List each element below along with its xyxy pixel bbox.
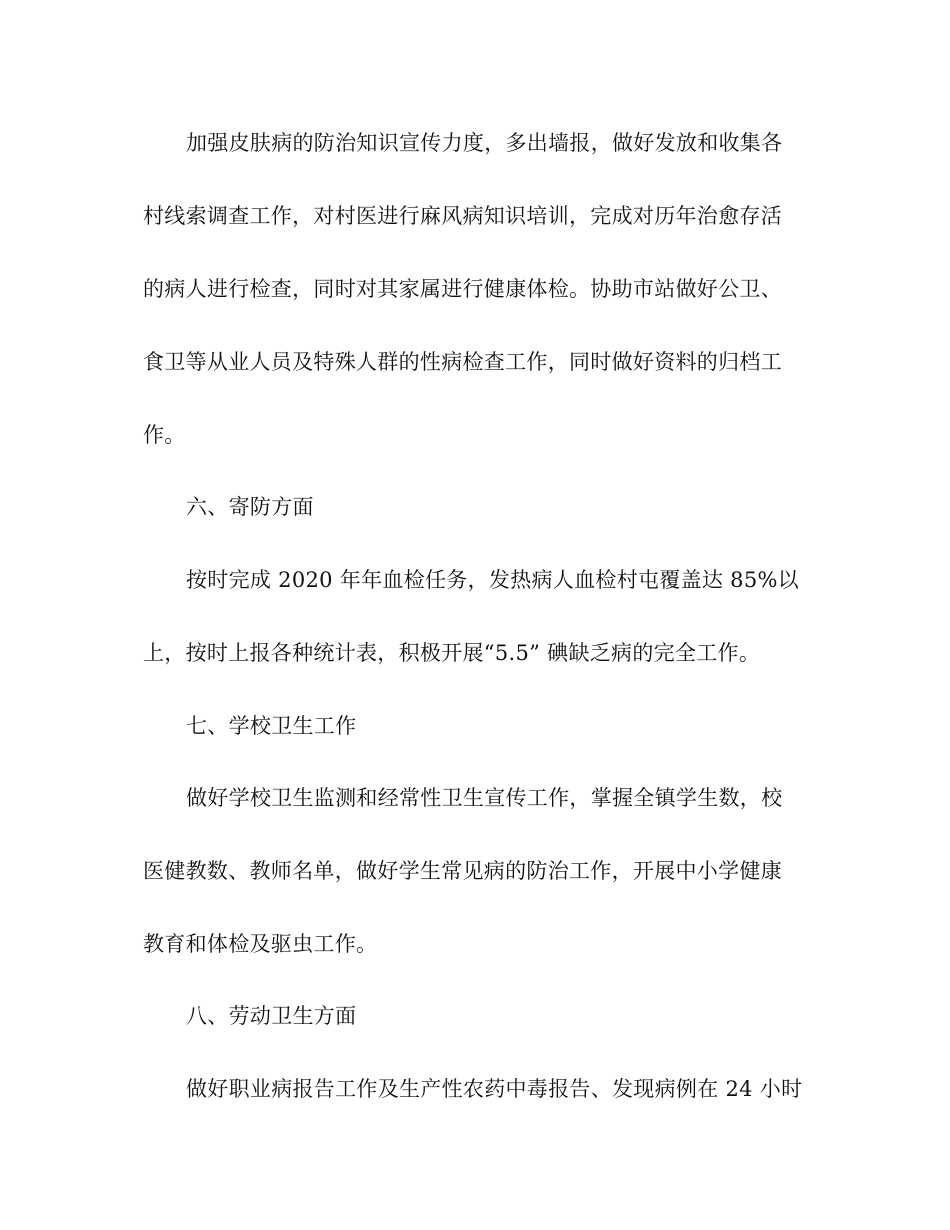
paragraph-line: 作。 xyxy=(143,423,186,447)
paragraph-line: 村线索调查工作，对村医进行麻风病知识培训，完成对历年治愈存活 xyxy=(143,204,782,228)
paragraph-line: 食卫等从业人员及特殊人群的性病检查工作，同时做好资料的归档工 xyxy=(143,350,782,374)
paragraph-line: 做好职业病报告工作及生产性农药中毒报告、发现病例在 24 小时 xyxy=(186,1077,803,1101)
paragraph-line: 上，按时上报各种统计表，积极开展“5.5” 碘缺乏病的完全工作。 xyxy=(143,641,761,665)
paragraph-line: 教育和体检及驱虫工作。 xyxy=(143,932,378,956)
section-heading: 六、寄防方面 xyxy=(186,495,314,519)
paragraph-line: 按时完成 2020 年年血检任务，发热病人血检村屯覆盖达 85%以 xyxy=(186,568,800,592)
section-heading: 八、劳动卫生方面 xyxy=(186,1004,357,1028)
section-heading: 七、学校卫生工作 xyxy=(186,714,357,738)
paragraph-line: 医健教数、教师名单，做好学生常见病的防治工作，开展中小学健康 xyxy=(143,859,782,883)
paragraph-line: 的病人进行检查，同时对其家属进行健康体检。协助市站做好公卫、 xyxy=(143,277,782,301)
paragraph-line: 加强皮肤病的防治知识宣传力度，多出墙报，做好发放和收集各 xyxy=(186,131,783,155)
paragraph-line: 做好学校卫生监测和经常性卫生宣传工作，掌握全镇学生数，校 xyxy=(186,786,783,810)
